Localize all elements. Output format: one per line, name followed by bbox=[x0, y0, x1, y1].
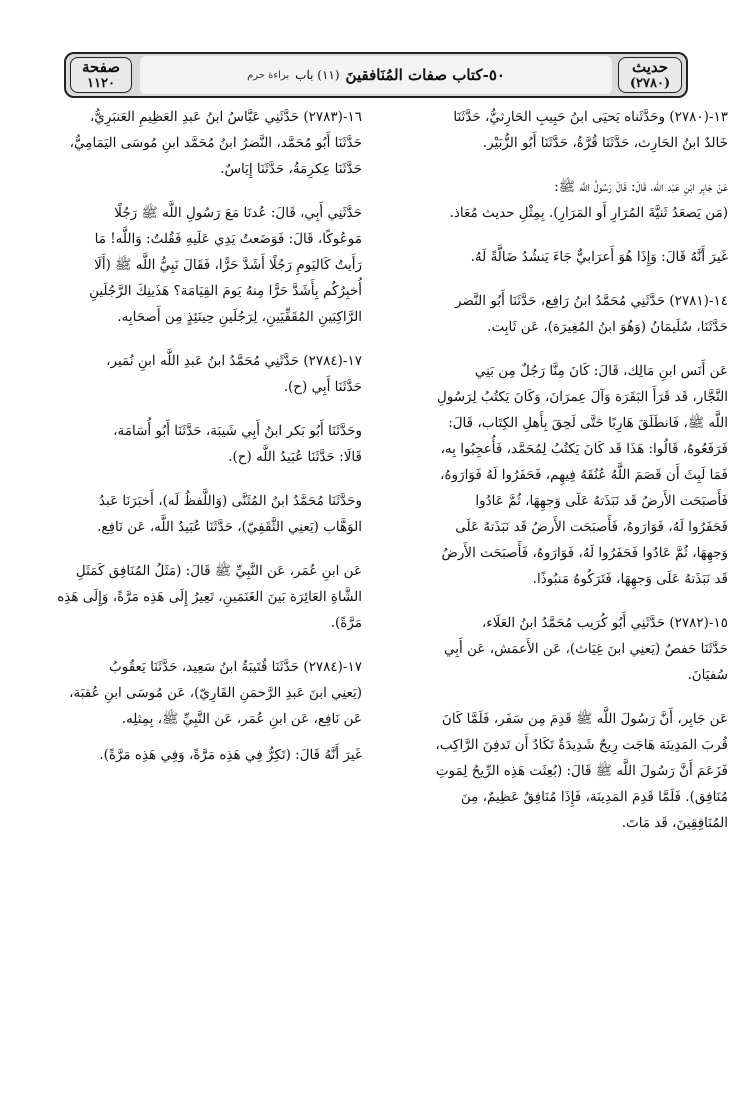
text-line: عَن أَنَس ابنِ مَالِك، قَالَ: كَانَ مِنَّا رَجُلٌ مِن بَنِي bbox=[474, 363, 728, 379]
text-line: فَمَا لَبِثَ أَن قَصَمَ اللَّهُ عُنُقَهُ فِيهِم، فَحَفَرُوا لَهُ فَوَارَوهُ، bbox=[440, 467, 728, 483]
bab-title: (١١) باب bbox=[295, 68, 340, 82]
text-line: قُربَ المَدِينَة هَاجَت رِيحٌ شَدِيدَةٌ تَكَادُ أَن تَدفِنَ الرَّاكِب، bbox=[435, 737, 728, 753]
text-line: حَدَّثَنَا، سُلَيمَانُ (وَهُوَ ابنُ المُغِيرَة)، عَن ثَابِت. bbox=[487, 319, 728, 335]
text-line: فَأَصبَحَت الأَرضُ قَد نَبَذَتهُ عَلَى وَجهِهَا، ثُمَّ عَادُوا bbox=[475, 493, 728, 509]
text-line: (مَن يَصعَدُ ثَنيَّةَ المُرَارِ أَو المَرَارِ). بِمِثْلِ حديث مُعَاذ. bbox=[449, 205, 728, 221]
bab-subtitle: براءة حرم bbox=[247, 69, 290, 81]
text-line: اللَّه ﷺ، فَانطَلَقَ هَارِبًا حَتَّى لَحِقَ بِأَهلِ الكِتَاب، قَالَ: bbox=[448, 415, 728, 431]
hadith-number-box bbox=[618, 57, 682, 93]
text-line: غَيرَ أَنَّهُ قَالَ: وَإِذَا هُوَ أَعرَابيٌّ جَاءَ يَنشُدُ ضَالَّةً لَهُ. bbox=[470, 249, 728, 265]
text-line: فَزَعَمَ أَنَّ رَسُولَ اللَّه ﷺ قَالَ: (بُعِثَت هَذِه الرِّيحُ لِمَوتِ bbox=[435, 763, 728, 779]
text-line: قَالَا: حَدَّثَنَا عُبَيدُ اللَّه (ح). bbox=[228, 449, 362, 465]
page-label: صفحة bbox=[81, 58, 121, 76]
right-column bbox=[386, 104, 728, 836]
text-line: الرَّاكِبَينِ المُقَفِّيَينِ، لِرَجُلَينِ حِينَئِذٍ مِن أَصحَابِه. bbox=[117, 309, 362, 325]
text-line: عَن جَابِر، أَنَّ رَسُولَ اللَّه ﷺ قَدِمَ مِن سَفَر، فَلَمَّا كَانَ bbox=[441, 711, 728, 727]
text-line: وَجهِهَا، ثُمَّ عَادُوا فَحَفَرُوا لَهُ، فَوَارَوهُ، فَأَصبَحَت الأَرضُ bbox=[441, 545, 728, 561]
text-line: أُخبِرُكُم بِأَشَدَّ حَرًّا مِنهُ يَومَ القِيَامَة؟ هَذَينِكَ الرَّجُلَينِ bbox=[89, 283, 362, 299]
text-line: حَدَّثَنِي أَبِي، قَالَ: عُدنَا مَعَ رَسُولِ اللَّه ﷺ رَجُلًا bbox=[114, 205, 362, 221]
page-number-box bbox=[70, 57, 132, 93]
text-line: النَّجَّار، قَد قَرَأَ البَقَرَة وَآلَ عِمرَانَ، وَكَانَ يَكتُبُ لِرَسُولِ bbox=[436, 389, 728, 405]
text-line: غَيرَ أَنَّهُ قَالَ: (تَكِرُّ فِي هَذِه مَرَّةً، وَفِي هَذِه مَرَّةً). bbox=[99, 747, 362, 763]
text-line: وحَدَّثَنَا أَبُو بَكر ابنُ أَبِي شَيبَة، حَدَّثَنَا أَبُو أُسَامَة، bbox=[113, 423, 362, 439]
text-line: قَد نَبَذَتهُ عَلَى وَجهِهَا، فَتَرَكُوهُ مَنبُوذًا. bbox=[532, 571, 728, 587]
text-line: حَدَّثَنَا أَبُو مُحَمَّد، النَّضرُ ابنُ مُحَمَّد ابنِ مُوسَى اليَمَامِيُّ، bbox=[69, 135, 362, 151]
text-line: عَن ابنِ عُمَر، عَن النَّبِيِّ ﷺ قَالَ: (مَثَلُ المُنَافِق كَمَثَلِ bbox=[75, 563, 362, 579]
kitab-title: ٥٠-كتاب صفات المُنَافقينَ bbox=[345, 66, 505, 84]
text-line: حَدَّثَنَا عِكرِمَةُ، حَدَّثَنَا إِيَاسٌ. bbox=[220, 161, 362, 177]
text-line: سُفيَانَ. bbox=[687, 667, 728, 683]
left-column bbox=[20, 104, 362, 768]
text-line: مُنَافِق). فَلَمَّا قَدِمَ المَدِينَة، فَإِذَا مُنَافِقٌ عَظِيمٌ، مِنَ bbox=[460, 789, 728, 805]
hadith-number: (٢٧٨٠) bbox=[629, 76, 671, 91]
page-header bbox=[64, 52, 688, 98]
text-line: رَأَيتُ كَاليَومِ رَجُلًا أَشَدَّ حَرًّا، فَقَالَ نَبِيُّ اللَّه ﷺ (أَلَا bbox=[94, 257, 362, 273]
text-line: (يَعنِي ابنَ عَبدِ الرَّحمَنِ القَارِيّ)، عَن مُوسَى ابنِ عُقبَة، bbox=[69, 685, 362, 701]
text-line: فَحَفَرُوا لَهُ، فَوَارَوهُ، فَأَصبَحَت الأَرضُ قَد نَبَذَتهُ عَلَى bbox=[455, 519, 728, 535]
text-line: حَدَّثَنَا حَفصٌ (يَعنِي ابنَ غِيَاث)، عَن الأَعمَش، عَن أَبِي bbox=[444, 641, 728, 657]
text-line: حَدَّثَنَا أَبِي (ح). bbox=[283, 379, 362, 395]
text-line: المُنَافِقِينَ، قَد مَاتَ. bbox=[621, 815, 728, 831]
text-line: ١٧-(٢٧٨٤) حَدَّثَنِي مُحَمَّدُ ابنُ عَبدِ اللَّه ابنِ نُمَير، bbox=[106, 353, 362, 369]
text-line: خَالدٌ ابنُ الحَارِث، حَدَّثَنَا قُرَّةُ، حَدَّثَنَا أَبُو الزُّبَيْر. bbox=[482, 135, 728, 151]
text-line: الوَهَّاب (يَعنِي الثَّقَفِيّ)، حَدَّثَنَا عُبَيدُ اللَّه، عَن نَافِع. bbox=[97, 519, 362, 535]
text-line: ١٦-(٢٧٨٣) حَدَّثَنِي عَبَّاسُ ابنُ عَبدِ العَظِيمِ العَنبَرِيُّ، bbox=[89, 109, 362, 125]
text-line: فَرَفَعُوهُ، قَالُوا: هَذَا قَد كَانَ يَكتُبُ لِمُحَمَّد، فَأُعجِبُوا بِه، bbox=[440, 441, 728, 457]
text-line: ١٥-(٢٧٨٢) حَدَّثَنِي أَبُو كُرَيب مُحَمَّدُ ابنُ العَلَاء، bbox=[481, 615, 728, 631]
text-line: مَرَّةً). bbox=[330, 615, 362, 631]
chapter-title bbox=[140, 56, 612, 94]
text-line: ١٣-(٢٧٨٠) وحَدَّثَناه يَحيَى ابنُ حَبِيبِ الحَارِثيُّ، حَدَّثَنَا bbox=[453, 109, 728, 125]
text-line: مَوعُوكًا، قَالَ: فَوَضَعتُ يَدِي عَلَيهِ فَقُلتُ: وَاللَّه! مَا bbox=[94, 231, 362, 247]
text-line: الشَّاةِ العَائِرَة بَينَ الغَنَمَينِ، تَعِيرُ إِلَى هَذِه مَرَّةً، وَإِلَى هَذِه bbox=[57, 589, 362, 605]
text-line: عَن نَافِع، عَن ابنِ عُمَر، عَن النَّبِيِّ ﷺ، بِمِثلِه. bbox=[121, 711, 362, 727]
text-line: وحَدَّثَنَا مُحَمَّدُ ابنُ المُثَنَّى (وَاللَّفظُ لَه)، أَخبَرَنَا عَبدُ bbox=[98, 493, 362, 509]
text-line: ١٧-(٢٧٨٤) حَدَّثَنَا قُتَيبَةُ ابنُ سَعِيد، حَدَّثَنَا يَعقُوبُ bbox=[109, 659, 362, 675]
text-line: ١٤-(٢٧٨١) حَدَّثَنِي مُحَمَّدُ ابنُ رَافِع، حَدَّثَنَا أَبُو النَّضر bbox=[454, 293, 728, 309]
text-line: عَنْ جَابِر ابْنِ عَبْد الله، قَالَ: قَالَ رَسُولُ اللَّه ﷺ: bbox=[554, 179, 728, 195]
page-number: ١١٢٠ bbox=[87, 76, 115, 91]
hadith-label: حديث bbox=[631, 58, 669, 76]
